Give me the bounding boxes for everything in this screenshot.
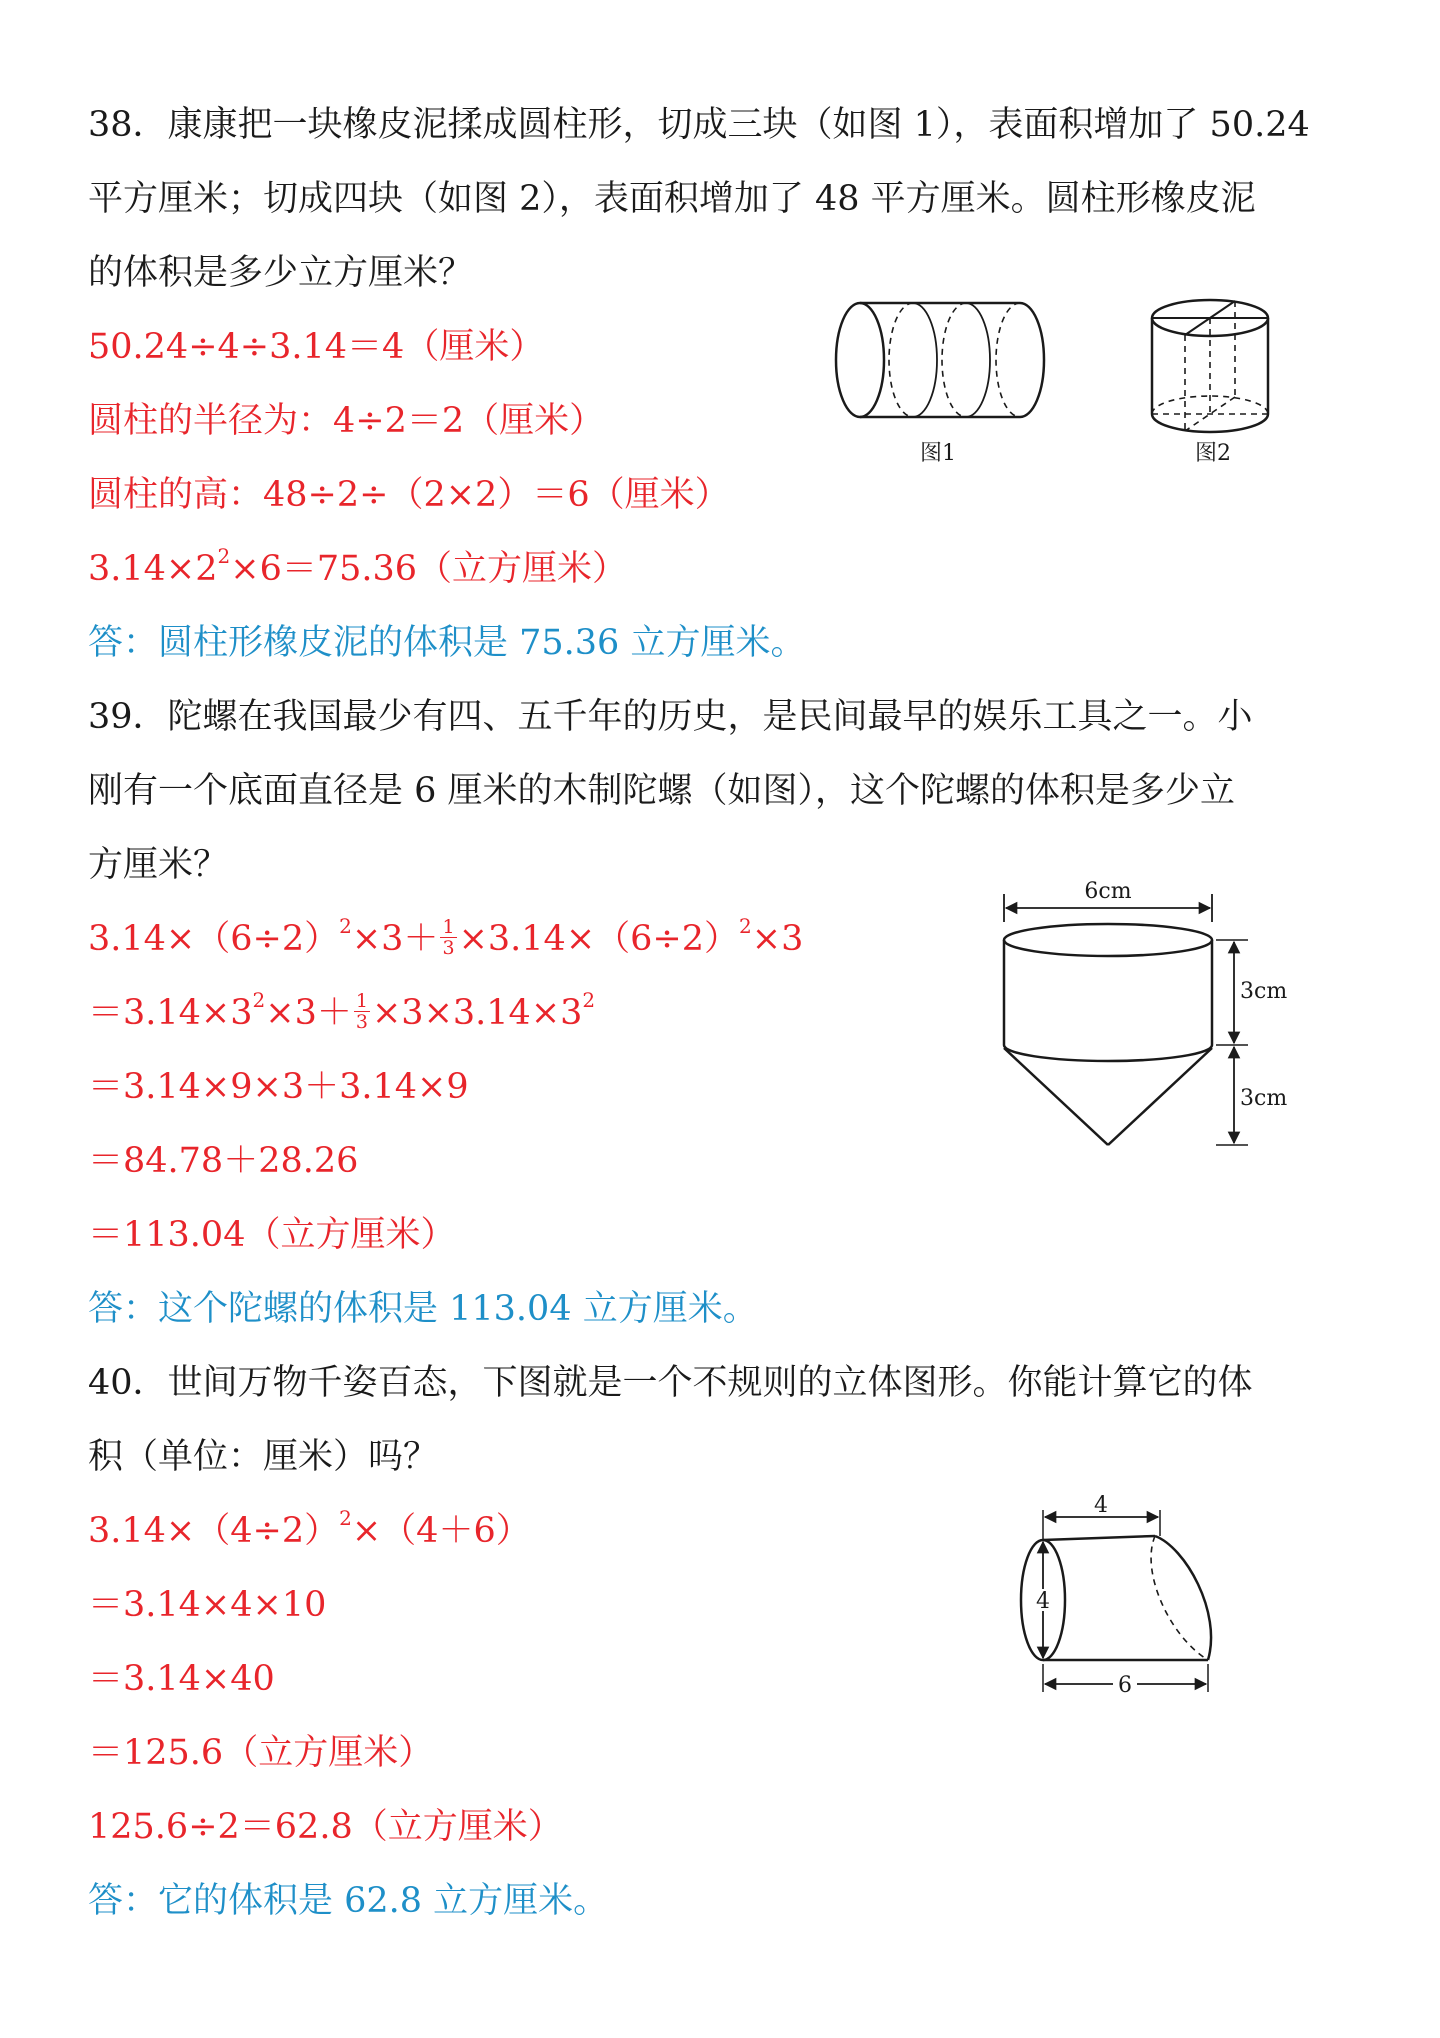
step-text: 3.14×（6÷2） [88,919,340,959]
fraction-denominator: 3 [442,937,455,959]
step-text: 3.14×（4÷2） [88,1511,340,1551]
fraction-one-third [354,991,370,1032]
diameter-label: 4 [1036,1589,1050,1614]
problem-38-question-line-2: 平方厘米；切成四块（如图 2），表面积增加了 48 平方厘米。圆柱形橡皮泥 [88,179,1256,219]
problem-40-step-4: ＝125.6（立方厘米） [88,1733,434,1773]
irregular-solid-figure [1000,1492,1230,1702]
problem-40-step-5: 125.6÷2＝62.8（立方厘米） [88,1807,563,1847]
figure-1-cylinder [820,295,1060,475]
diameter-label: 6cm [1084,879,1132,904]
fraction-denominator: 3 [355,1011,368,1033]
exponent: 2 [582,988,596,1013]
step-text: ×3.14×（6÷2） [458,919,740,959]
problem-39-step-2 [88,988,596,1035]
fraction-numerator: 1 [355,990,368,1012]
fraction-numerator: 1 [442,916,455,938]
problem-40-step-1 [88,1506,531,1553]
top-length-label: 4 [1094,1493,1108,1518]
exponent: 2 [739,914,752,939]
step-text: ＝3.14×3 [88,993,253,1033]
problem-39-question-line-2: 刚有一个底面直径是 6 厘米的木制陀螺（如图），这个陀螺的体积是多少立 [88,771,1236,811]
fraction-one-third [440,917,456,958]
step-text: ×3 [751,919,804,959]
problem-38-step-4 [88,544,628,591]
exponent: 2 [339,1506,352,1531]
problem-39-step-1 [88,914,804,961]
problem-38-question-line-1: 38．康康把一块橡皮泥揉成圆柱形，切成三块（如图 1），表面积增加了 50.24 [88,105,1310,145]
problem-39-question-line-3: 方厘米？ [88,845,229,885]
problem-39-step-3: ＝3.14×9×3＋3.14×9 [88,1067,469,1107]
problem-40-question-line-1: 40．世间万物千姿百态，下图就是一个不规则的立体图形。你能计算它的体 [88,1363,1253,1403]
step-text: ×6＝75.36（立方厘米） [230,549,628,589]
problem-38-step-3: 圆柱的高：48÷2÷（2×2）＝6（厘米） [88,475,730,515]
problem-38-step-1: 50.24÷4÷3.14＝4（厘米） [88,327,545,367]
step-text: ×（4＋6） [351,1511,531,1551]
cylinder-height-label: 3cm [1240,979,1288,1004]
problem-40-answer: 答：它的体积是 62.8 立方厘米。 [88,1881,609,1921]
exponent: 2 [339,914,352,939]
problem-40-step-3: ＝3.14×40 [88,1659,275,1699]
figure-2-label: 图2 [1195,441,1231,466]
exponent: 2 [217,544,231,569]
spinning-top-figure [990,870,1290,1155]
problem-38-step-2: 圆柱的半径为：4÷2＝2（厘米） [88,401,605,441]
figure-1-label: 图1 [920,441,956,466]
problem-39-question-line-1: 39．陀螺在我国最少有四、五千年的历史，是民间最早的娱乐工具之一。小 [88,697,1253,737]
figure-2-cylinder [1135,292,1285,472]
problem-38-question-line-3: 的体积是多少立方厘米？ [88,253,474,293]
problem-40-question-line-2: 积（单位：厘米）吗？ [88,1437,439,1477]
problem-39-step-4: ＝84.78＋28.26 [88,1141,359,1181]
problem-40-step-2: ＝3.14×4×10 [88,1585,327,1625]
exponent: 2 [252,988,266,1013]
bottom-length-label: 6 [1118,1673,1132,1698]
problem-39-step-5: ＝113.04（立方厘米） [88,1215,456,1255]
cone-height-label: 3cm [1240,1086,1288,1111]
problem-38-answer: 答：圆柱形橡皮泥的体积是 75.36 立方厘米。 [88,623,806,663]
step-text: ×3＋ [265,993,352,1033]
step-text: ×3＋ [351,919,439,959]
problem-39-answer: 答：这个陀螺的体积是 113.04 立方厘米。 [88,1289,758,1329]
step-text: ×3×3.14×3 [371,993,583,1033]
step-text: 3.14×2 [88,549,218,589]
